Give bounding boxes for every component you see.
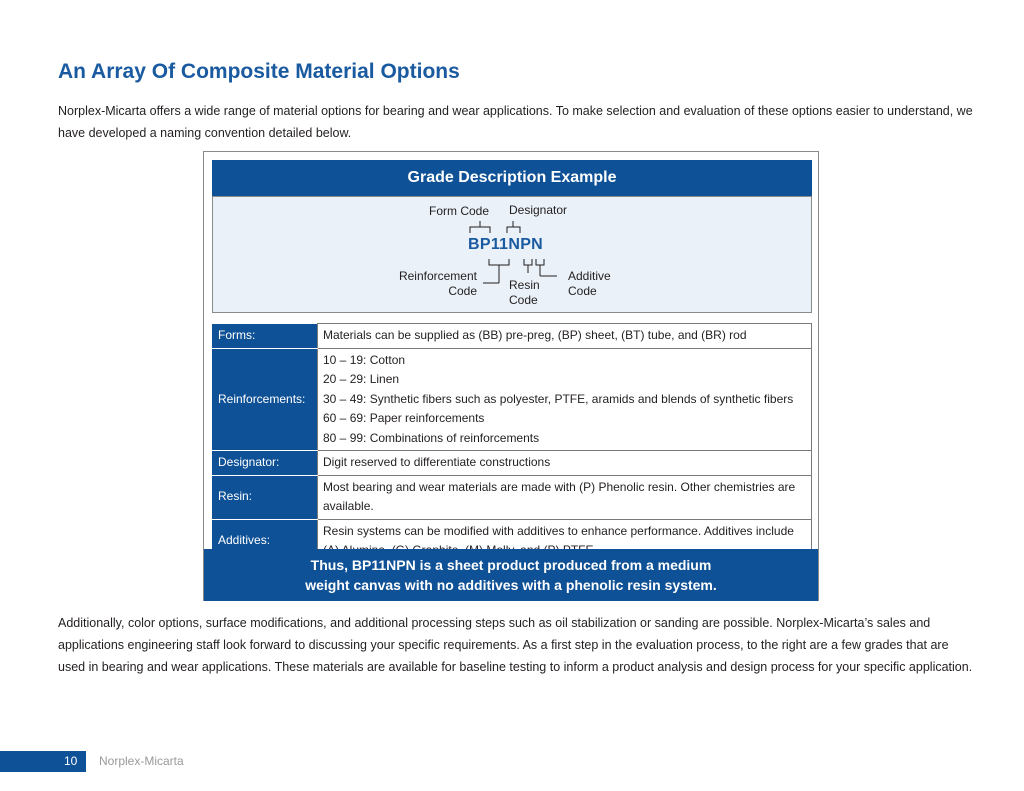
reinforcement-code-label: Reinforcement Code	[398, 269, 477, 298]
page-number: 10	[64, 754, 78, 768]
grade-code: BP11NPN	[468, 236, 544, 253]
footer-brand: Norplex-Micarta	[99, 754, 184, 768]
forms-value: Materials can be supplied as (BB) pre-preg, (BP) sheet, (BT) tube, and (BR) rod	[318, 324, 812, 349]
list-item: 80 – 99: Combinations of reinforcements	[323, 430, 540, 445]
conclusion-banner	[204, 549, 818, 601]
list-item: 30 – 49: Synthetic fibers such as polyester, PTFE, aramids and blends of synthetic fibers	[323, 391, 794, 406]
list-item: 60 – 69: Paper reinforcements	[323, 411, 485, 425]
additives-value: Resin systems can be modified with additives to enhance performance. Additives include	[318, 519, 812, 563]
grade-spec-table	[212, 323, 812, 564]
table-row	[213, 451, 812, 476]
grade-description-header: Grade Description Example	[212, 160, 812, 196]
reinforcements-value	[318, 348, 812, 451]
designator-label: Designator	[509, 203, 568, 217]
table-row	[213, 475, 812, 519]
resin-value: Most bearing and wear materials are made with (P) Phenolic resin. Other chemistries are available.	[318, 475, 812, 519]
additives-key: Additives:	[213, 519, 318, 563]
table-row	[213, 348, 812, 451]
conclusion-line-1: Thus, BP11NPN is a sheet product produced from a medium	[310, 557, 712, 573]
list-item: 10 – 19: Cotton	[323, 352, 406, 367]
grade-code-diagram	[212, 196, 812, 313]
resin-code-label: Resin Code	[509, 278, 540, 307]
resin-key: Resin:	[213, 475, 318, 519]
intro-paragraph: Norplex-Micarta offers a wide range of material options for bearing and wear applications. To make selection and evaluation of these options easier to understand, we have developed a naming convention detailed below.	[58, 104, 973, 140]
list-item: 20 – 29: Linen	[323, 372, 400, 386]
table-row	[213, 324, 812, 349]
additive-code-label: Additive Code	[568, 269, 611, 298]
outro-paragraph: Additionally, color options, surface modifications, and additional processing steps such as oil stabilization or sanding are possible. Norplex-Micarta’s sales and applications engineering staff look forward to discussing your specific requirements. As a first step in the evaluation process, to the right are a few grades that are used in bearing and wear applications. These materials are available for baseline testing to inform a product analysis and design process for your specific application.	[58, 616, 973, 674]
reinforcements-key: Reinforcements:	[213, 348, 318, 451]
form-code-label: Form Code	[429, 204, 490, 218]
grade-description-box	[203, 151, 819, 601]
conclusion-line-2: weight canvas with no additives with a phenolic resin system.	[305, 577, 717, 593]
forms-key: Forms:	[213, 324, 318, 349]
page-title: An Array Of Composite Material Options	[58, 60, 460, 83]
designator-key: Designator:	[213, 451, 318, 476]
designator-value: Digit reserved to differentiate constructions	[318, 451, 812, 476]
